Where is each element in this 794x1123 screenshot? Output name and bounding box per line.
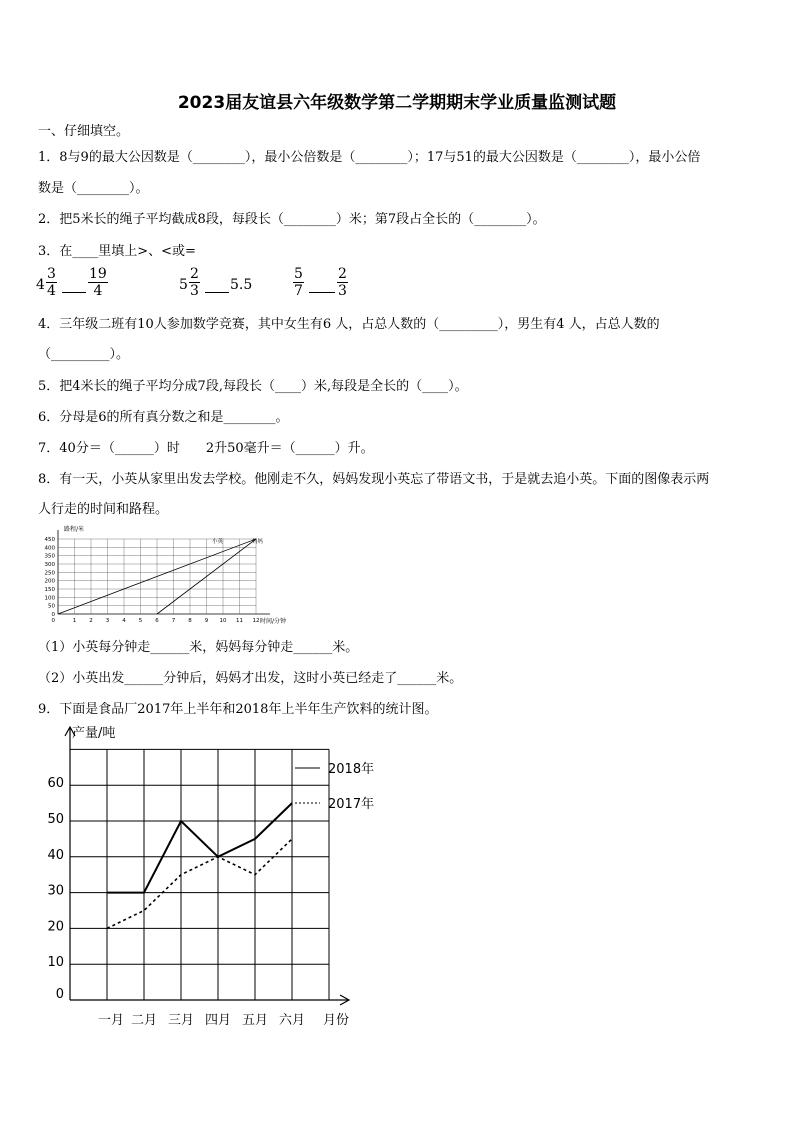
x-tick-label: 3 xyxy=(105,618,110,624)
production-chart xyxy=(40,720,400,1040)
question-5: 5．把4米长的绳子平均分成7段,每段长（____）米,每段是全长的（____）。 xyxy=(38,379,468,394)
page-title: 2023届友谊县六年级数学第二学期期末学业质量监测试题 xyxy=(177,93,617,113)
y-tick-label: 30 xyxy=(47,883,64,899)
section-heading: 一、仔细填空。 xyxy=(38,124,130,139)
y-tick-label: 400 xyxy=(44,545,55,552)
x-tick-label: 5 xyxy=(138,618,143,624)
q3-c-fraction-right: 2 3 xyxy=(338,266,347,299)
question-4-line-1: 4．三年级二班有10人参加数学竞赛，其中女生有6 人，占总人数的（_________），男生有4 人，占总人数的 xyxy=(38,317,660,332)
y-tick-label: 350 xyxy=(44,553,55,560)
question-1-line-2: 数是（________）。 xyxy=(38,181,149,196)
q3-a-whole: 4 xyxy=(36,277,45,293)
y-tick-label: 60 xyxy=(47,776,64,792)
question-9: 9．下面是食品厂2017年上半年和2018年上半年生产饮料的统计图。 xyxy=(38,702,438,717)
x-tick-label: 2 xyxy=(89,618,93,624)
y-tick-label: 150 xyxy=(44,587,55,593)
question-7: 7．40分＝（______）时 2升50毫升＝（______）升。 xyxy=(38,441,374,456)
y-tick-label: 0 xyxy=(55,987,64,1002)
y-tick-label: 50 xyxy=(47,812,64,827)
x-tick-label: 6 xyxy=(155,618,159,624)
question-6: 6．分母是6的所有真分数之和是________。 xyxy=(38,410,289,425)
series-label: 小英 xyxy=(212,539,224,545)
x-axis-label: 月份 xyxy=(323,1013,350,1028)
series-label: 妈妈 xyxy=(252,539,264,545)
x-tick-label: 9 xyxy=(204,618,209,624)
x-tick-label: 四月 xyxy=(204,1013,232,1028)
series-line-2018年 xyxy=(107,803,292,893)
y-tick-label: 200 xyxy=(44,578,55,585)
x-tick-label: 一月 xyxy=(97,1013,125,1028)
legend-label: 2018年 xyxy=(328,762,375,777)
y-tick-label: 450 xyxy=(44,537,55,543)
q3-a-blank[interactable] xyxy=(62,292,86,293)
question-8-line-1: 8．有一天，小英从家里出发去学校。他刚走不久，妈妈发现小英忘了带语文书，于是就去追小英。下面的图像表示两 xyxy=(38,472,710,487)
origin-label: 0 xyxy=(51,618,55,624)
x-tick-label: 7 xyxy=(171,618,176,624)
question-2: 2．把5米长的绳子平均截成8段，每段长（________）米；第7段占全长的（________）。 xyxy=(38,212,546,227)
q3-c-fraction-left: 5 7 xyxy=(294,266,303,299)
question-3: 3．在____里填上>、<或= xyxy=(38,244,196,259)
question-8-sub-2: （2）小英出发______分钟后，妈妈才出发，这时小英已经走了______米。 xyxy=(38,671,463,686)
x-tick-label: 10 xyxy=(219,618,227,624)
y-axis-label: 路程/米 xyxy=(64,526,85,533)
x-tick-label: 二月 xyxy=(130,1013,158,1028)
q3-b-right: 5.5 xyxy=(230,277,253,293)
x-tick-label: 六月 xyxy=(278,1013,306,1028)
x-tick-label: 1 xyxy=(72,618,77,624)
question-4-line-2: （_________）。 xyxy=(38,347,130,362)
x-tick-label: 8 xyxy=(188,618,192,624)
x-tick-label: 12 xyxy=(252,618,260,624)
question-8-sub-1: （1）小英每分钟走______米，妈妈每分钟走______米。 xyxy=(38,640,359,655)
q3-b-blank[interactable] xyxy=(205,292,229,293)
x-tick-label: 11 xyxy=(236,618,243,624)
q3-c-blank[interactable] xyxy=(309,292,335,293)
y-tick-label: 10 xyxy=(47,955,64,971)
chart-grid xyxy=(65,727,349,1005)
q3-a-fraction-left: 3 4 xyxy=(47,266,56,299)
x-tick-label: 五月 xyxy=(241,1013,269,1028)
y-tick-label: 100 xyxy=(44,595,55,602)
y-tick-label: 250 xyxy=(44,570,55,577)
y-tick-label: 0 xyxy=(51,612,55,618)
question-1-line-1: 1．8与9的最大公因数是（________），最小公倍数是（________）；17与51的最大公因数是（________），最小公倍 xyxy=(38,150,701,165)
q3-b-fraction: 2 3 xyxy=(190,266,199,299)
x-tick-label: 4 xyxy=(122,618,126,624)
y-tick-label: 50 xyxy=(48,603,55,610)
series-line-2017年 xyxy=(107,839,292,929)
q3-b-whole: 5 xyxy=(179,277,188,293)
x-axis-label: 时间/分钟 xyxy=(260,618,287,625)
y-tick-label: 300 xyxy=(44,562,55,568)
y-tick-label: 20 xyxy=(47,919,64,935)
distance-time-chart xyxy=(34,522,287,630)
chart-grid xyxy=(58,530,270,614)
q3-a-fraction-right: 19 4 xyxy=(89,266,107,299)
question-8-line-2: 人行走的时间和路程。 xyxy=(38,502,169,517)
legend-label: 2017年 xyxy=(328,797,375,812)
y-axis-label: 产量/吨 xyxy=(72,726,116,741)
y-tick-label: 40 xyxy=(47,847,64,863)
x-tick-label: 三月 xyxy=(167,1013,195,1028)
